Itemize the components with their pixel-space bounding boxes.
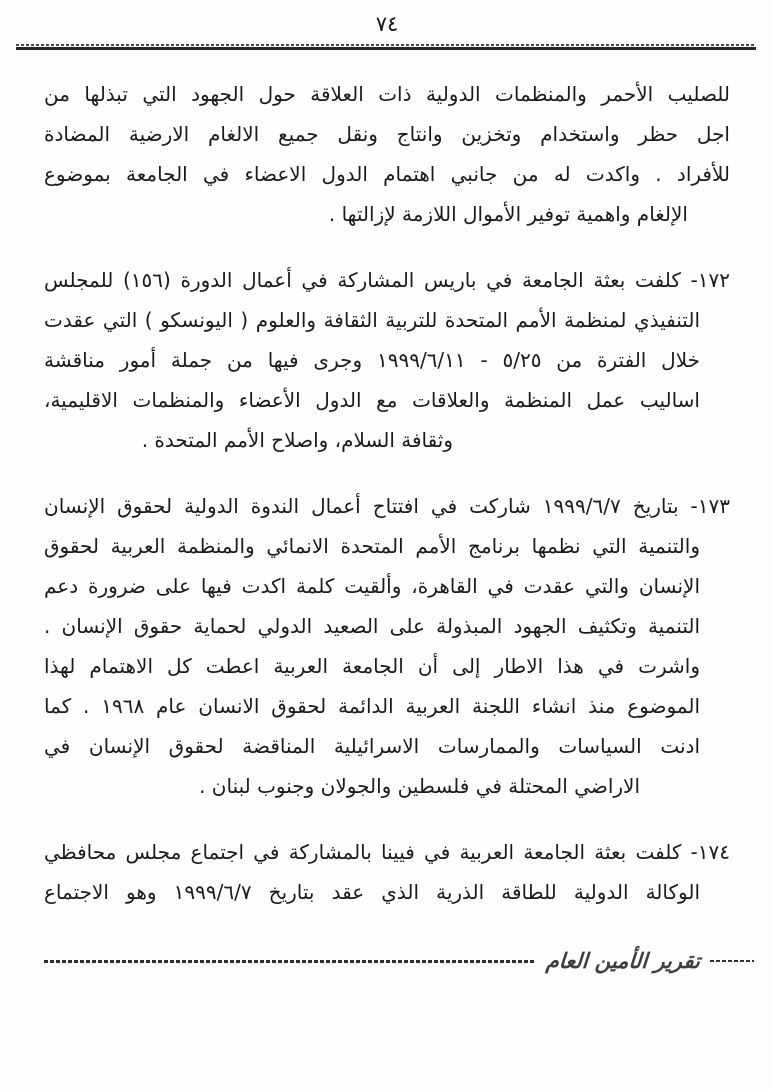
paragraph-item-172 bbox=[44, 260, 730, 460]
footer-rule bbox=[44, 960, 536, 963]
secretary-general-report-signature: تقرير الأمين العام bbox=[545, 949, 701, 973]
text-line: وثقافة السلام، واصلاح الأمم المتحدة . bbox=[141, 427, 453, 452]
paragraph-item-173 bbox=[44, 486, 730, 806]
text-line: اجل حظر واستخدام وتخزين وانتاج ونقل جميع الالغام الارضية المضادة bbox=[44, 121, 730, 146]
page-number: ٧٤ bbox=[375, 12, 399, 36]
text-line: ١٧٢- كلفت بعثة الجامعة في باريس المشاركة في أعمال الدورة (١٥٦) للمجلس bbox=[44, 267, 731, 292]
text-line: الإنسان والتي عقدت في القاهرة، وألقيت كلمة اكدت فيها على ضرورة دعم bbox=[44, 573, 700, 598]
text-line: للصليب الأحمر والمنظمات الدولية ذات العلاقة حول الجهود التي تبذلها من bbox=[44, 81, 730, 106]
paragraph-item-174 bbox=[44, 832, 730, 912]
text-line: الإلغام واهمية توفير الأموال اللازمة لإزالتها . bbox=[328, 201, 688, 226]
text-line: خلال الفترة من ٥/٢٥ - ١٩٩٩/٦/١١ وجرى فيها من جملة أمور مناقشة bbox=[44, 347, 701, 372]
text-line: ادنت السياسات والممارسات الاسرائيلية المناقضة لحقوق الإنسان في bbox=[44, 733, 700, 758]
text-line: اساليب عمل المنظمة والعلاقات مع الدول الأعضاء والمنظمات الاقليمية، bbox=[44, 387, 700, 412]
footer-dash-line bbox=[710, 960, 754, 962]
document-body bbox=[0, 50, 774, 912]
text-line: الموضوع منذ انشاء اللجنة العربية الدائمة لحقوق الانسان عام ١٩٦٨ . كما bbox=[44, 693, 701, 718]
text-line: الوكالة الدولية للطاقة الذرية الذي عقد بتاريخ ١٩٩٩/٦/٧ وهو الاجتماع bbox=[44, 879, 700, 904]
text-line: واشرت في هذا الاطار إلى أن الجامعة العربية اعطت كل الاهتمام لهذا bbox=[44, 653, 700, 678]
text-line: التنفيذي لمنظمة الأمم المتحدة للتربية الثقافة والعلوم ( اليونسكو ) التي عقدت bbox=[44, 307, 700, 332]
footer bbox=[44, 946, 754, 976]
text-line: الاراضي المحتلة في فلسطين والجولان وجنوب لبنان . bbox=[199, 773, 640, 798]
text-line: ١٧٣- بتاريخ ١٩٩٩/٦/٧ شاركت في افتتاح أعمال الندوة الدولية لحقوق الإنسان bbox=[44, 493, 730, 518]
text-line: ١٧٤- كلفت بعثة الجامعة العربية في فيينا بالمشاركة في اجتماع مجلس محافظي bbox=[44, 839, 730, 864]
header-rule-dotted-line bbox=[16, 44, 756, 46]
text-line: للأفراد . واكدت له من جانبي اهتمام الدول الاعضاء في الجامعة بموضوع bbox=[44, 161, 730, 186]
paragraph-continuation-paragraph bbox=[44, 74, 730, 234]
text-line: التنمية وتكثيف الجهود المبذولة على الصعيد الدولي لحماية حقوق الإنسان . bbox=[44, 613, 700, 638]
text-line: والتنمية التي نظمها برنامج الأمم المتحدة الانمائي والمنظمة العربية لحقوق bbox=[44, 533, 700, 558]
